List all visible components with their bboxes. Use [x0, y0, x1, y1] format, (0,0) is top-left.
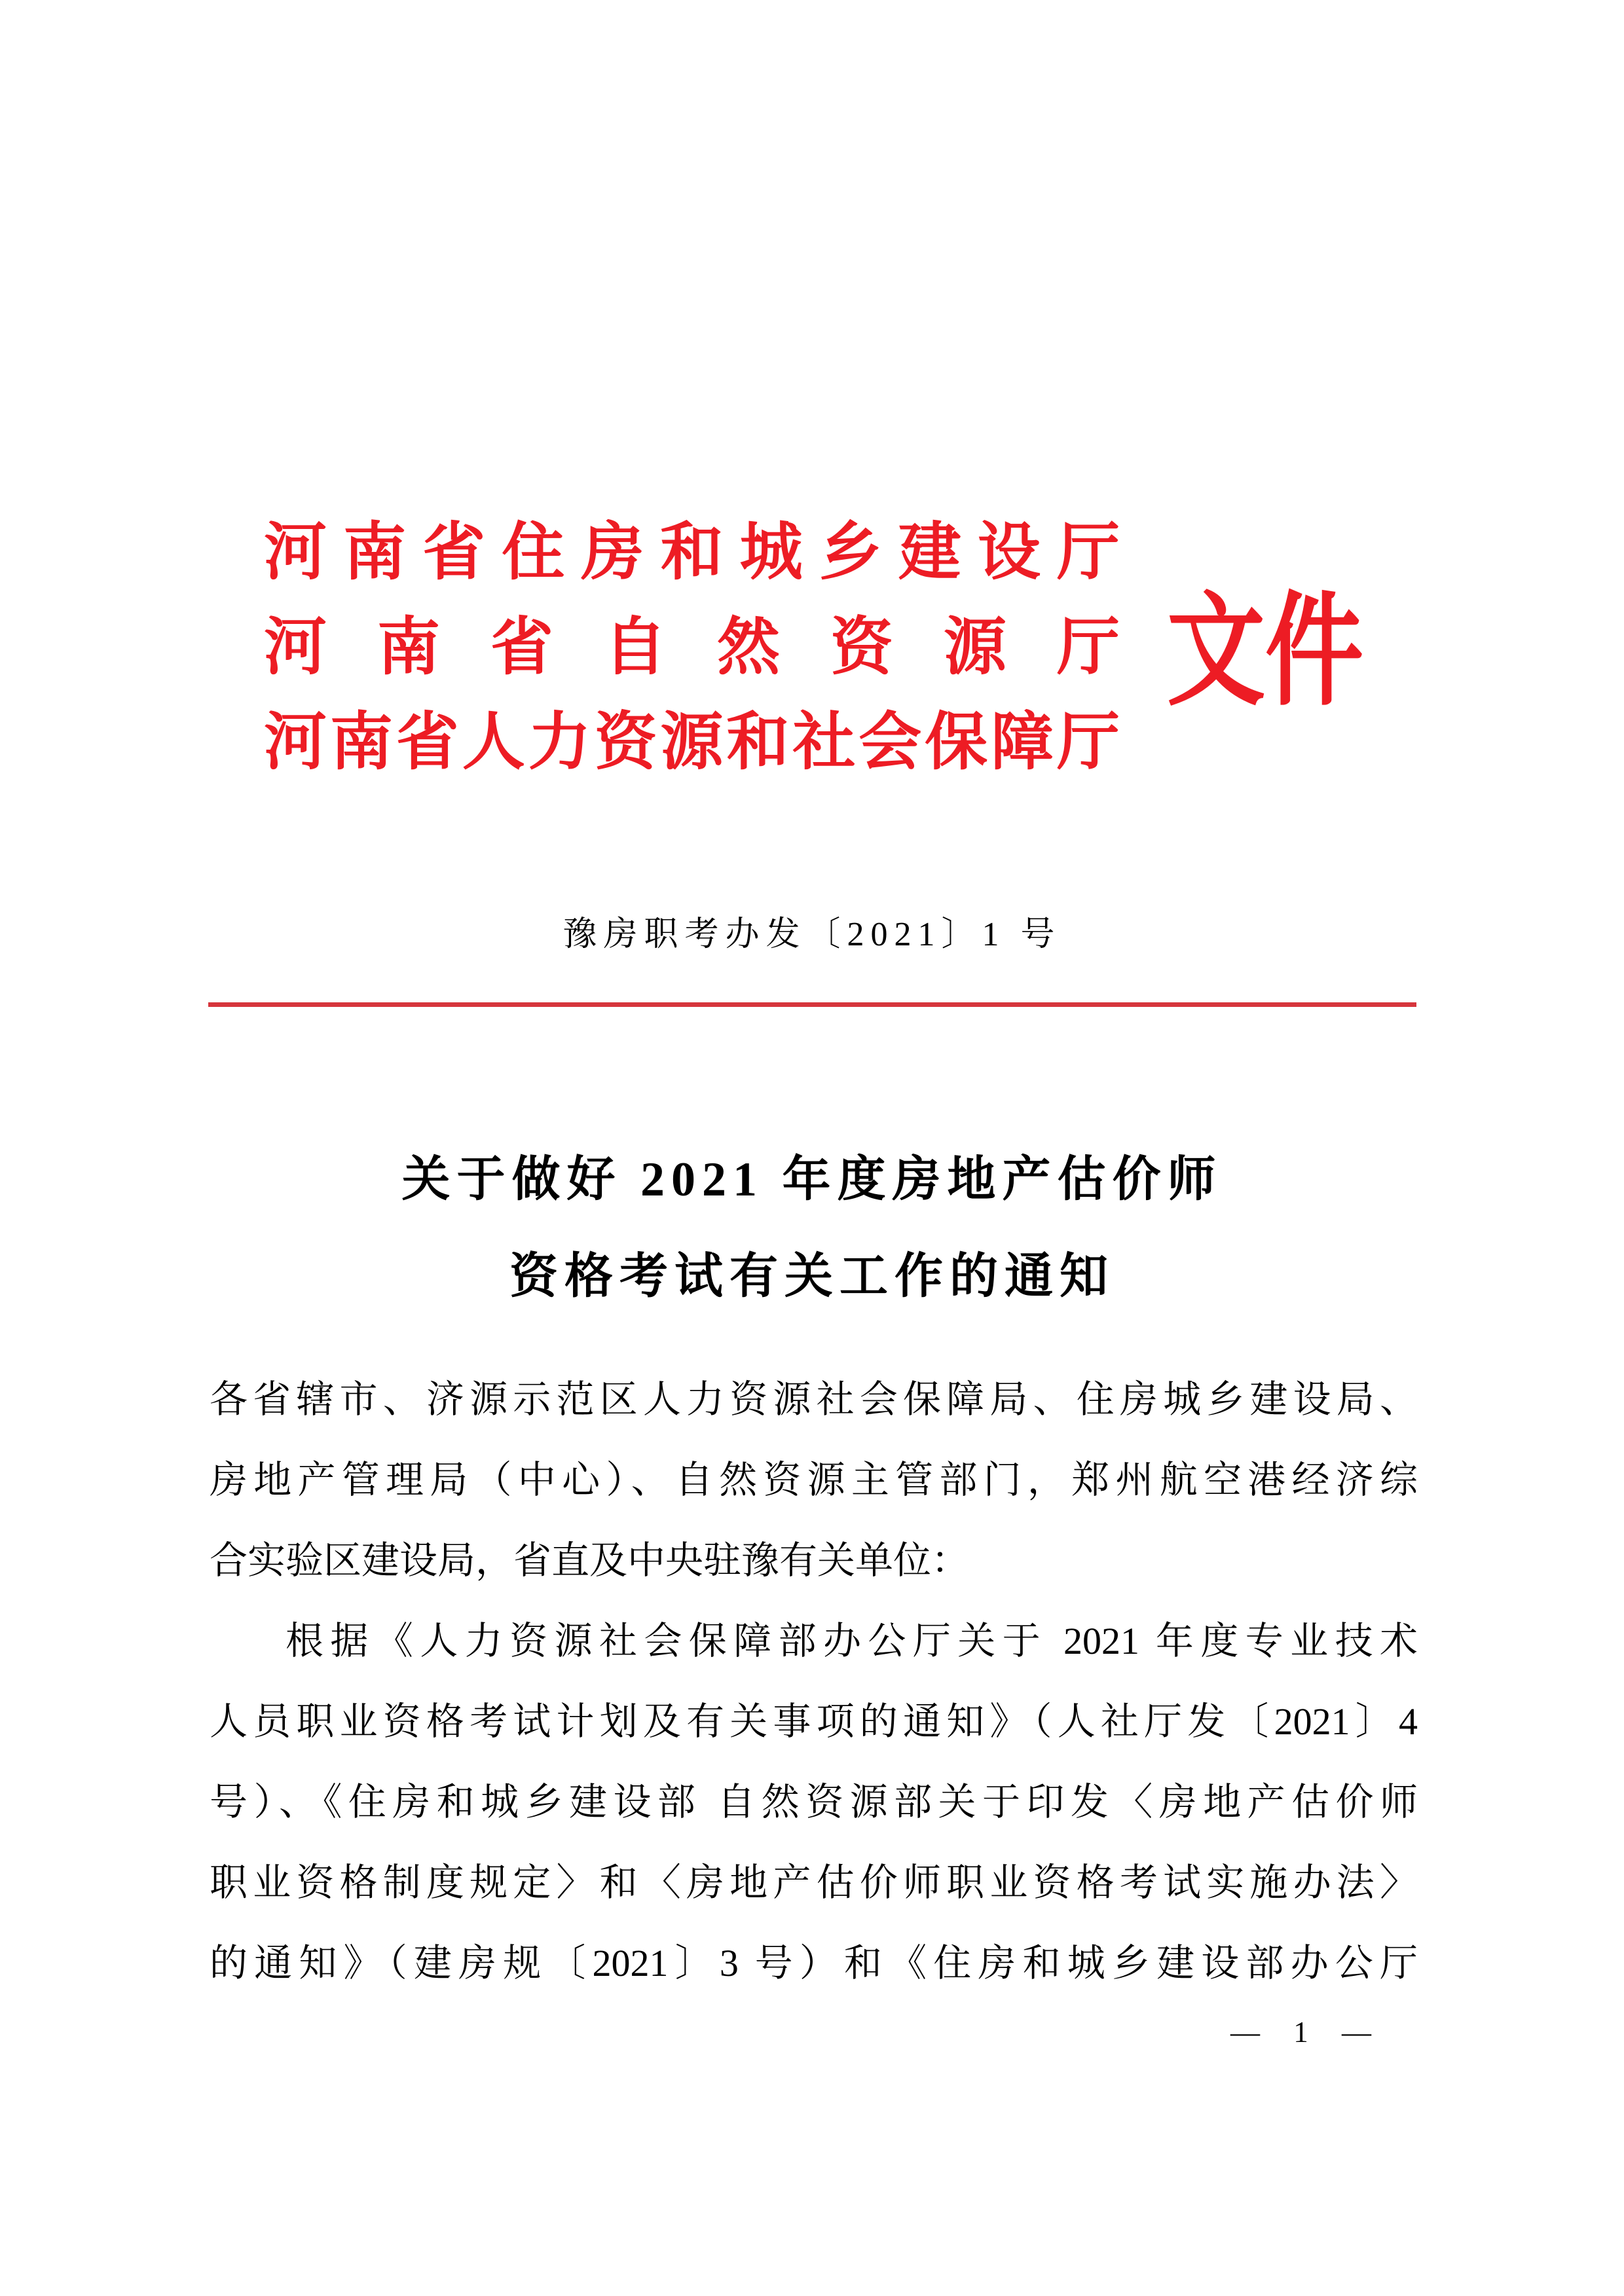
- body-text-line: 各省辖市、济源示范区人力资源社会保障局、住房城乡建设局、: [210, 1378, 1418, 1421]
- document-title: [0, 1131, 1624, 1325]
- letterhead-dept-line-3: 河南省人力资源和社会保障厅: [264, 707, 1120, 777]
- document-body: [210, 1359, 1418, 2003]
- letterhead: [264, 505, 1120, 790]
- letterhead-dept-line-2: 河南省自然资源厅: [264, 612, 1120, 682]
- document-title-line-1: 关于做好 2021 年度房地产估价师: [401, 1153, 1223, 1207]
- letterhead-doc-type-label: 文件: [1167, 585, 1364, 721]
- document-number: 豫房职考办发〔2021〕1 号: [563, 916, 1061, 953]
- body-text-line: 房地产管理局（中心）、自然资源主管部门，郑州航空港经济综: [210, 1459, 1418, 1501]
- body-text-line: 根据《人力资源社会保障部办公厅关于 2021 年度专业技术: [286, 1620, 1418, 1662]
- body-text-line: 职业资格制度规定〉和〈房地产估价师职业资格考试实施办法〉: [210, 1861, 1418, 1904]
- document-title-line-2: 资格考试有关工作的通知: [509, 1250, 1115, 1303]
- body-text-line: 人员职业资格考试计划及有关事项的通知》（人社厅发〔2021〕4: [210, 1700, 1418, 1743]
- body-text-line: 号）、《住房和城乡建设部 自然资源部关于印发〈房地产估价师: [210, 1781, 1418, 1823]
- letterhead-dept-line-1: 河南省住房和城乡建设厅: [264, 517, 1120, 587]
- body-text-line: 合实验区建设局，省直及中央驻豫有关单位：: [210, 1539, 970, 1582]
- red-divider-line: [208, 1002, 1416, 1007]
- body-text-line: 的通知》（建房规〔2021〕3 号）和《住房和城乡建设部办公厅: [210, 1942, 1418, 1984]
- page-number: — 1 —: [1230, 2016, 1375, 2049]
